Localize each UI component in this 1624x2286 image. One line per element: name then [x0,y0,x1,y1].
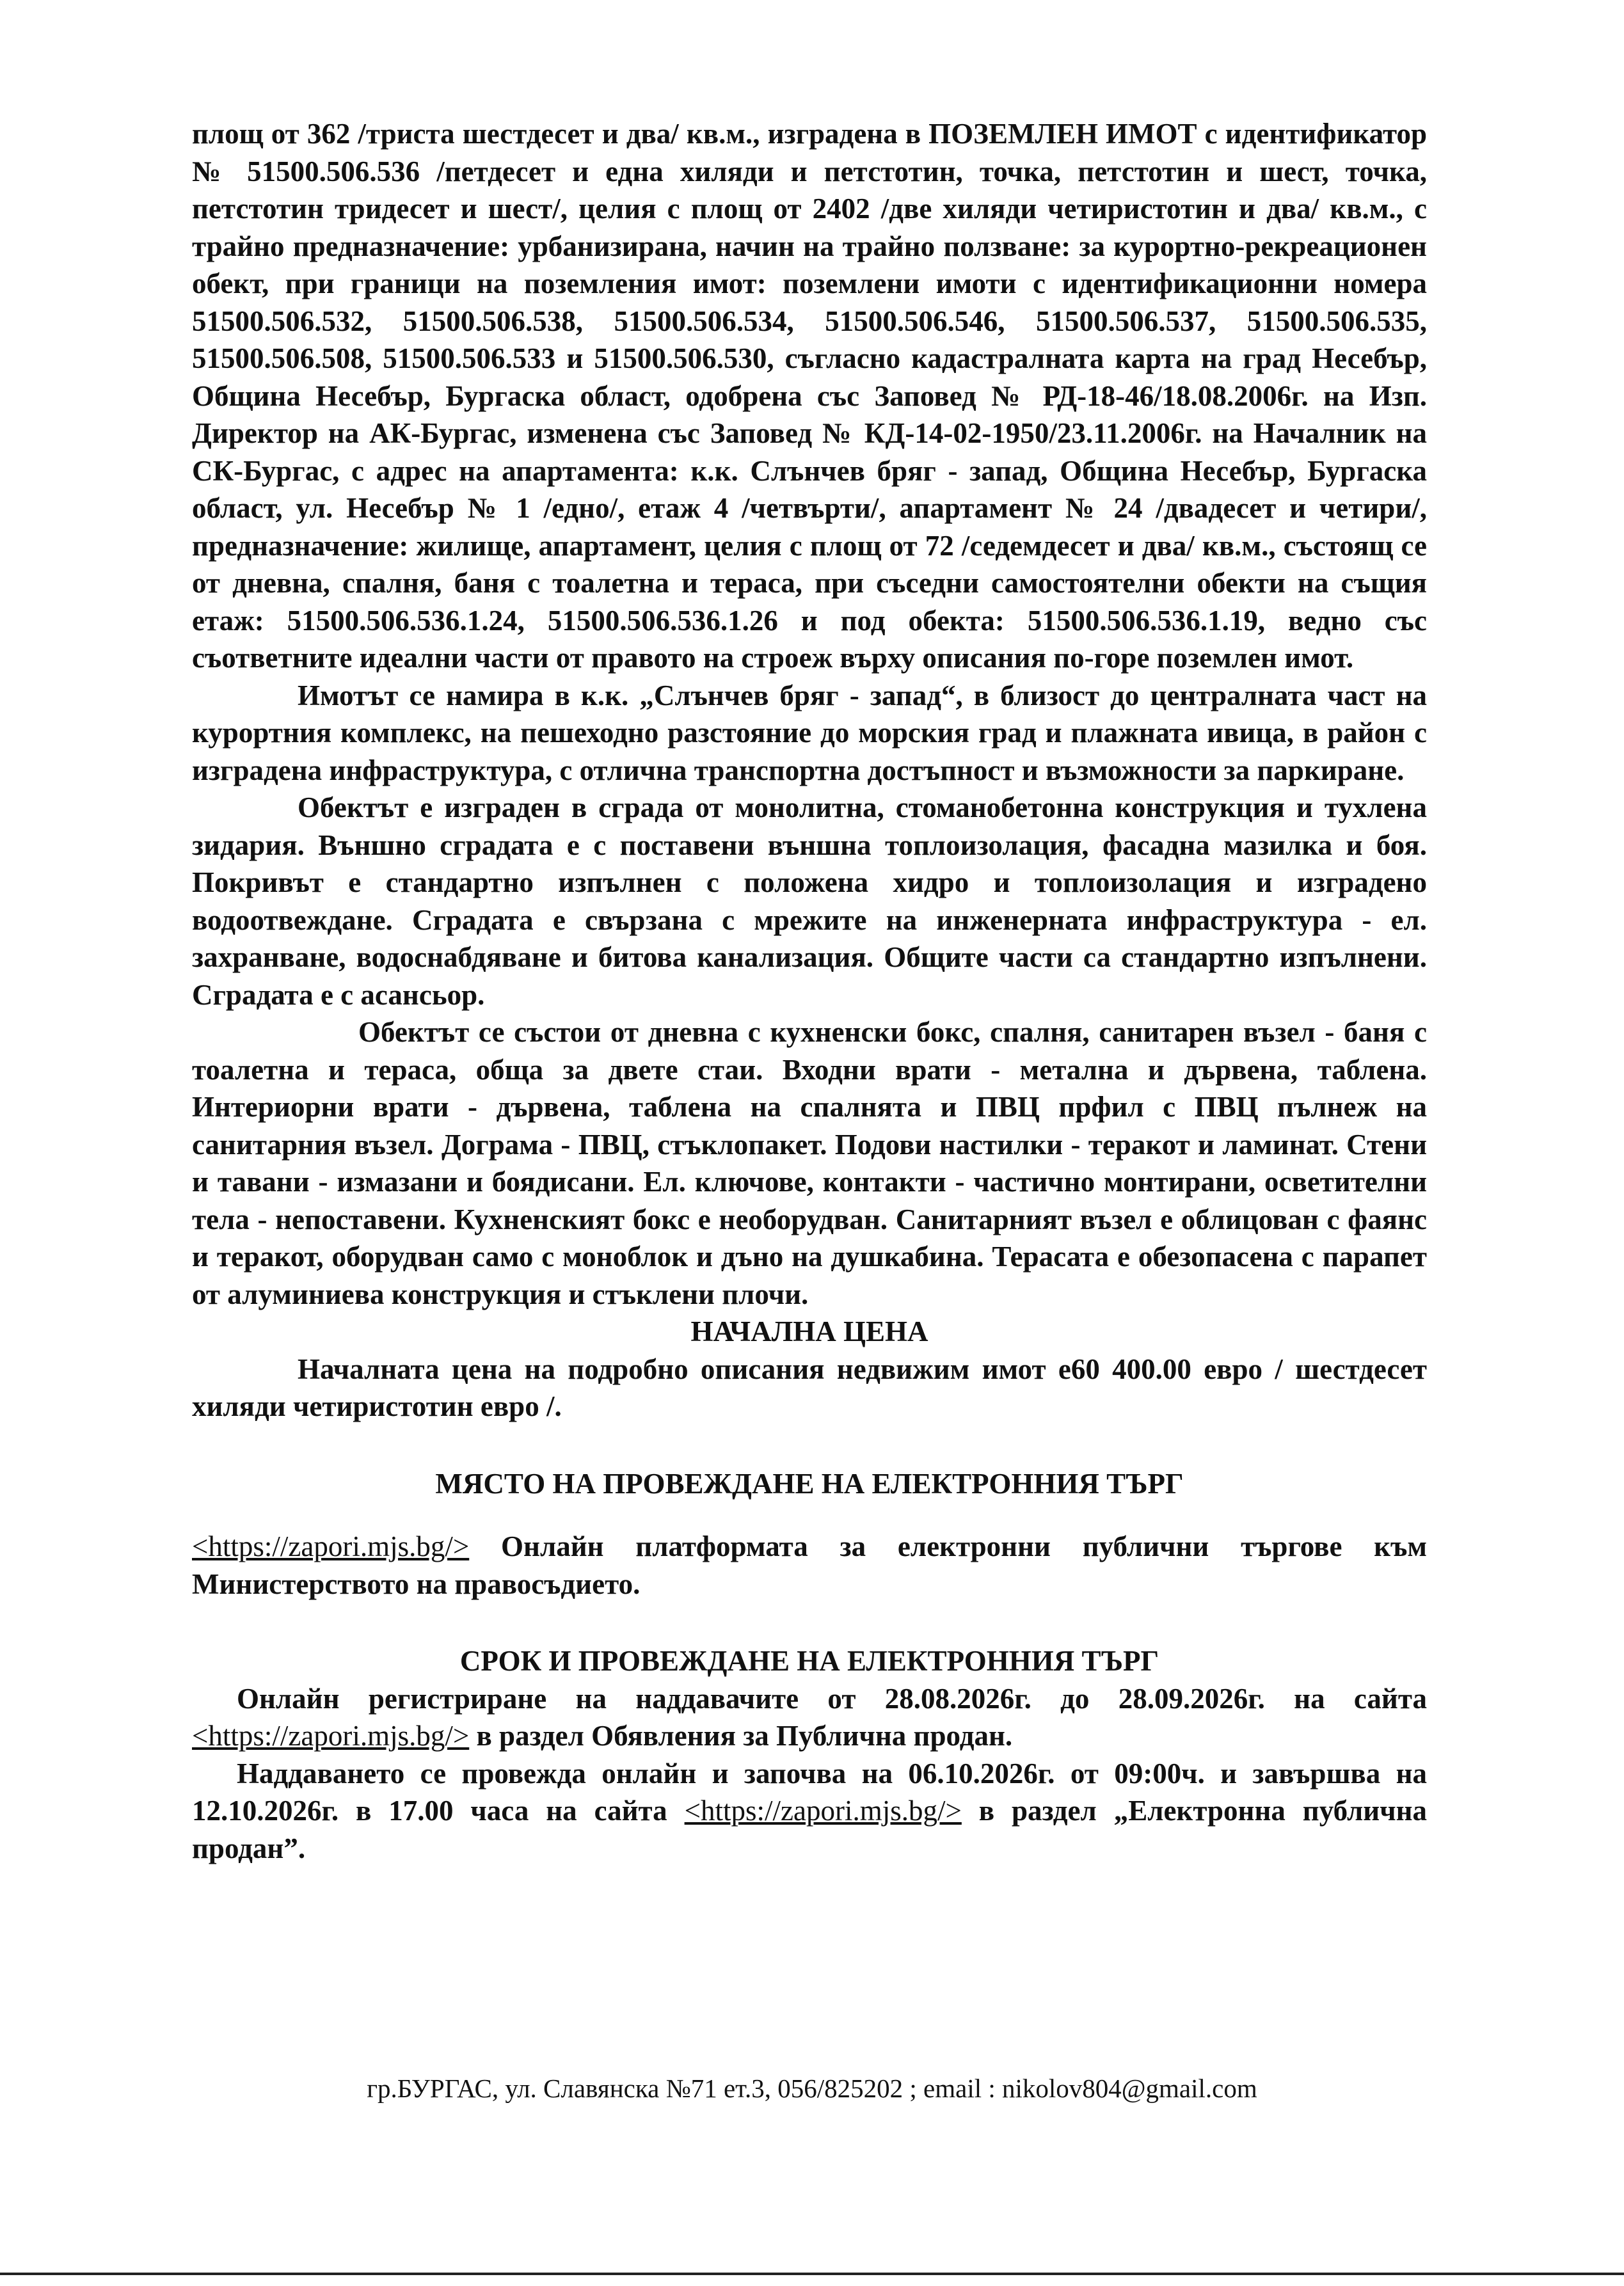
price-text: Началната цена на подробно описания недвижим имот е60 400.00 евро / шестдесет хиляди четиристотин евро /. [192,1353,1427,1422]
building-paragraph: Обектът е изграден в сграда от монолитна, стоманобетонна конструкция и тухлена зидария. Външно сградата е с поставени външна топлоизолация, фасадна мазилка и боя. Покривът е стандартно изпълнен с положена хидро и топлоизолация и изградено водоотвеждане. Сградата е свързана с мрежите на инженерната инфраструктура - ел. захранване, водоснабдяване и битова канализация. Общите части са стандартно изпълнени. Сградата е с асансьор. [192,791,1427,1011]
footer-contact: гр.БУРГАС, ул. Славянска №71 ет.3, 056/825202 ; email : nikolov804@gmail.com [367,2074,1257,2103]
place-paragraph [192,1528,1427,1603]
registration-link[interactable]: <https://zapori.mjs.bg/> [192,1720,470,1752]
apartment-paragraph: Обектът се състои от дневна с кухненски бокс, спалня, санитарен възел - баня с тоалетна и тераса, обща за двете стаи. Входни врати - метална и дървена, таблена. Интериорни врати - дървена, таблена на спалнята и ПВЦ прфил с ПВЦ пълнеж на санитарния възел. Дограма - ПВЦ, стъклопакет. Подови настилки - теракот и ламинат. Стени и тавани - измазани и боядисани. Ел. ключове, контакти - частично монтирани, осветителни тела - непоставени. Кухненският бокс е необорудван. Санитарният възел е облицован с фаянс и теракот, оборудван само с моноблок и дъно на душкабина. Терасата е обезопасена с парапет от алуминиева конструкция и стъклени плочи. [192,1016,1427,1310]
place-heading: МЯСТО НА ПРОВЕЖДАНЕ НА ЕЛЕКТРОННИЯ ТЪРГ [435,1467,1184,1500]
document-body [192,115,1427,1867]
bidding-link[interactable]: <https://zapori.mjs.bg/> [684,1795,962,1827]
place-text: Онлайн платформата за електронни публични търгове към Министерството на правосъдието. [192,1530,1427,1600]
location-paragraph: Имотът се намира в к.к. „Слънчев бряг - запад“, в близост до централната част на курортния комплекс, на пешеходно разстояние до морския град и плажната ивица, в район с изградена инфраструктура, с отлична транспортна достъпност и възможности за паркиране. [192,679,1427,786]
registration-text-after: в раздел Обявления за Публична продан. [469,1720,1013,1752]
registration-text-before: Онлайн регистриране на наддавачите от 28.08.2026г. до 28.09.2026г. на сайта [237,1682,1427,1715]
price-heading: НАЧАЛНА ЦЕНА [690,1315,928,1347]
platform-link[interactable]: <https://zapori.mjs.bg/> [192,1530,470,1562]
term-heading: СРОК И ПРОВЕЖДАНЕ НА ЕЛЕКТРОННИЯ ТЪРГ [459,1645,1159,1677]
bidding-text-after: в раздел „Електронна публична продан”. [192,1795,1428,1864]
registration-paragraph [192,1680,1427,1755]
footer-rule [0,2273,1624,2275]
bidding-text-before: Наддаването се провежда онлайн и започва на 06.10.2026г. от 09:00ч. и завършва на 12.10.2026г. в 17.00 часа на сайта [192,1757,1427,1827]
property-description-paragraph: площ от 362 /триста шестдесет и два/ кв.м., изградена в ПОЗЕМЛЕН ИМОТ с идентификатор № 51500.506.536 /петдесет и една хиляди и петстотин, точка, петстотин и шест, точка, петстотин тридесет и шест/, целия с площ от 2402 /две хиляди четиристотин и два/ кв.м., с трайно предназначение: урбанизирана, начин на трайно ползване: за курортно-рекреационен обект, при граници на поземления имот: поземлени имоти с идентификационни номера 51500.506.532, 51500.506.538, 51500.506.534, 51500.506.546, 51500.506.537, 51500.506.535, 51500.506.508, 51500.506.533 и 51500.506.530, съгласно кадастралната карта на град Несебър, Община Несебър, Бургаска област, одобрена със Заповед № РД-18-46/18.08.2006г. на Изп. Директор на АК-Бургас, изменена със Заповед № КД-14-02-1950/23.11.2006г. на Началник на СК-Бургас, с адрес на апартамента: к.к. Слънчев бряг - запад, Община Несебър, Бургаска област, ул. Несебър № 1 /едно/, етаж 4 /четвърти/, апартамент № 24 /двадесет и четири/, предназначение: жилище, апартамент, целия с площ от 72 /седемдесет и два/ кв.м., състоящ се от дневна, спалня, баня с тоалетна и тераса, при съседни самостоятелни обекти на същия етаж: 51500.506.536.1.24, 51500.506.536.1.26 и под обекта: 51500.506.536.1.19, ведно със съответните идеални части от правото на строеж върху описания по-горе поземлен имот. [192,118,1427,674]
bidding-paragraph [192,1755,1427,1868]
